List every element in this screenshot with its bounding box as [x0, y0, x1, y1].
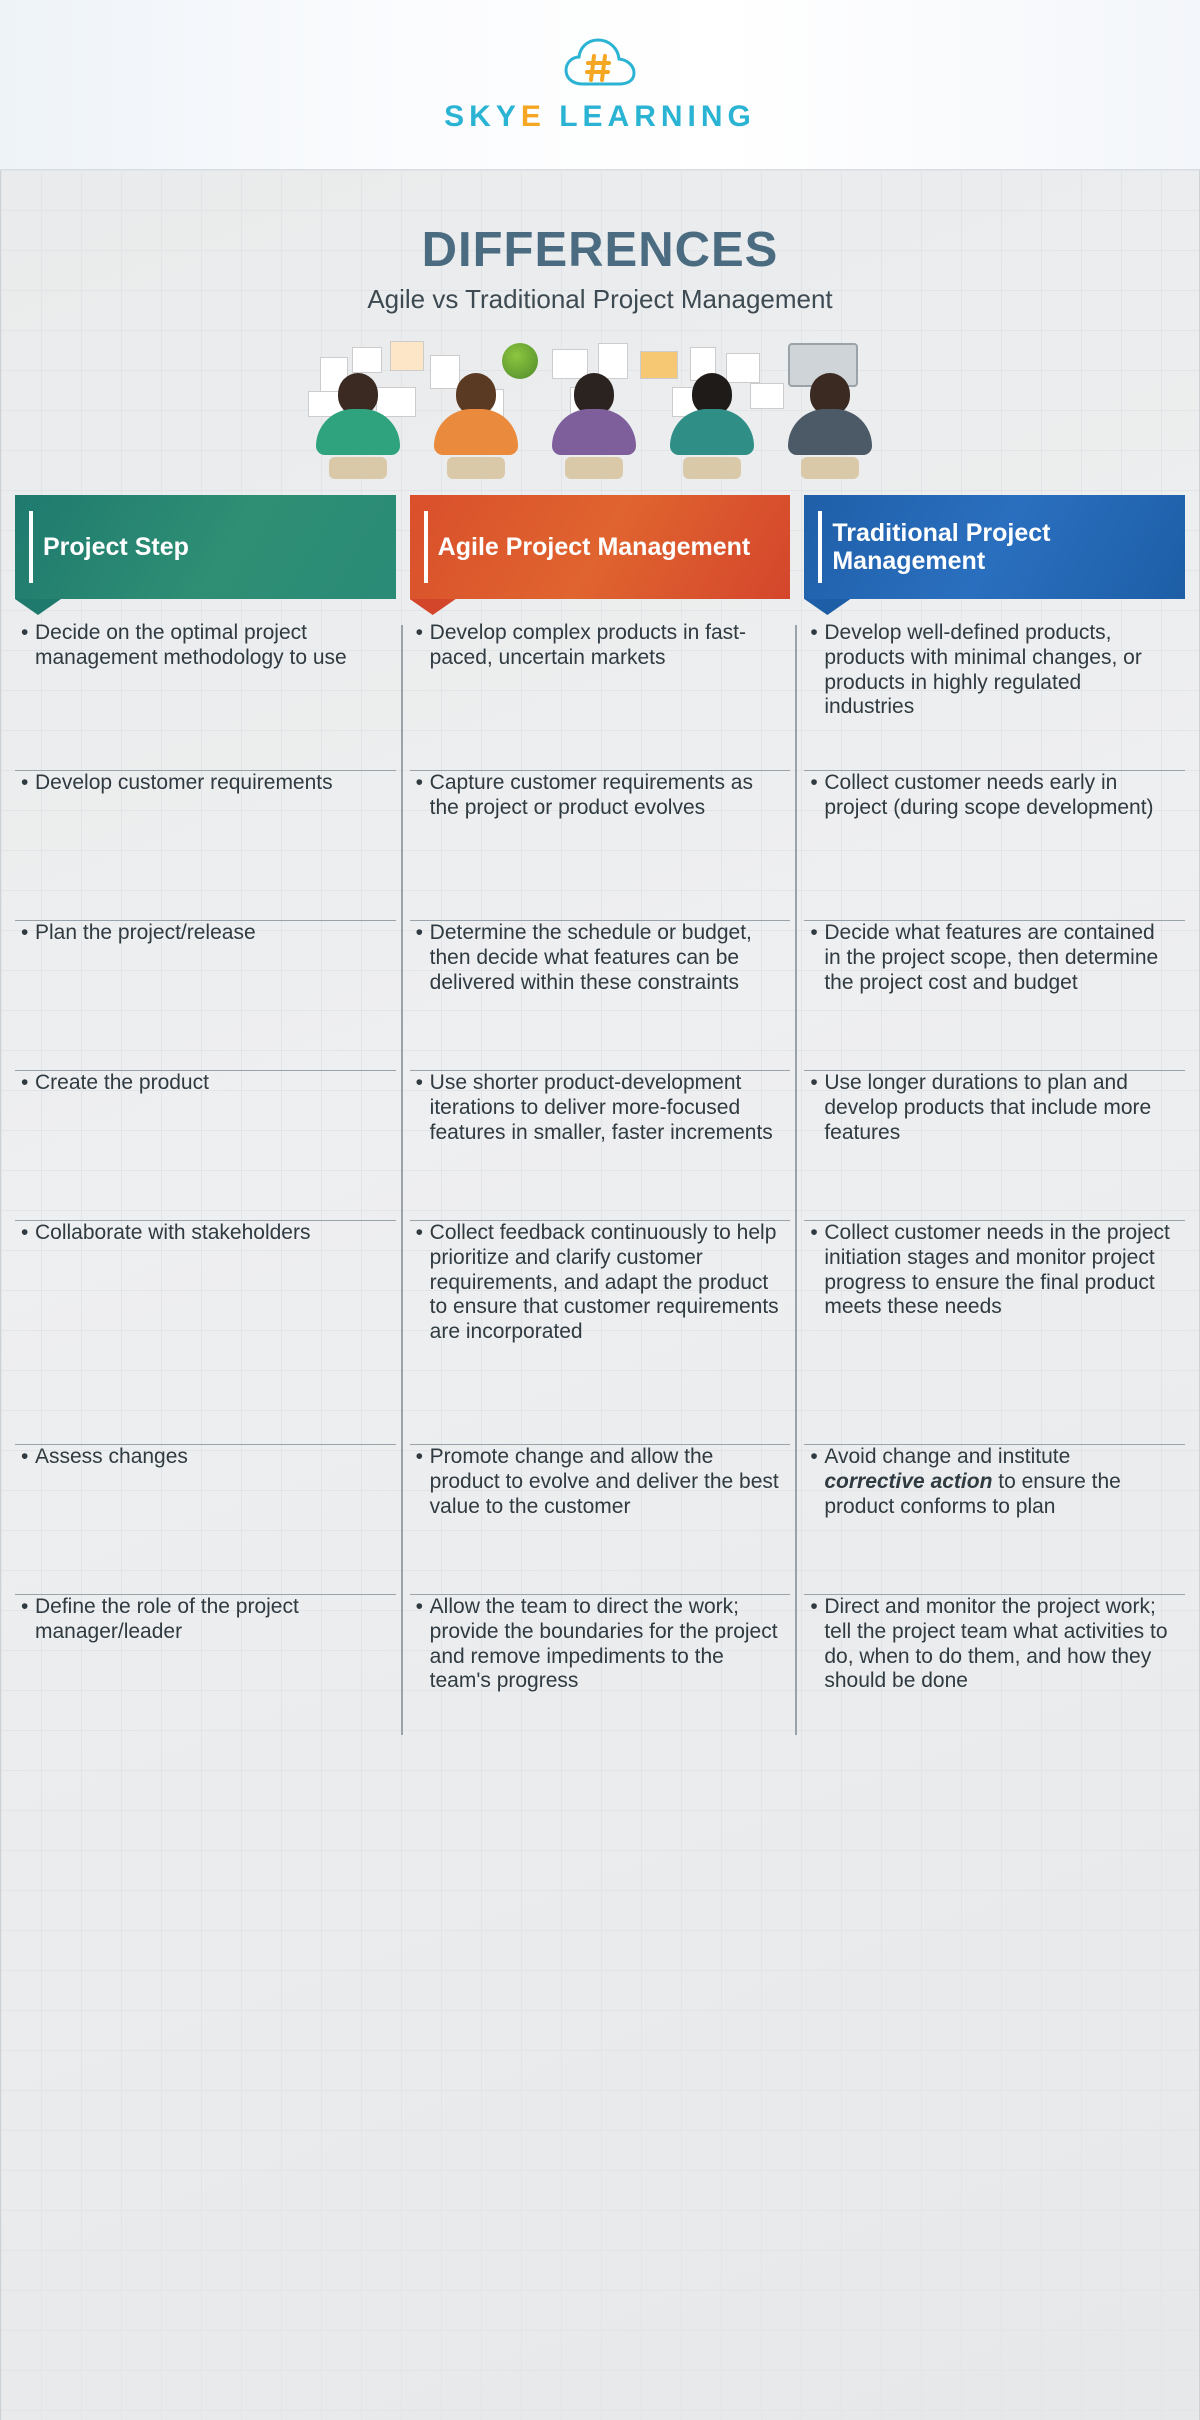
column-project-step [15, 495, 396, 1745]
table-row [15, 621, 396, 771]
cell-text: Allow the team to direct the work; provide the boundaries for the project and remove impediments to the team's progress [429, 1595, 778, 1693]
bullet-icon: • [415, 1445, 424, 1468]
bullet-icon: • [810, 771, 818, 794]
bullet-icon: • [21, 621, 29, 644]
table-row [804, 921, 1185, 1071]
comparison-table [11, 495, 1189, 1745]
cloud-hashtag-icon [561, 36, 639, 98]
table-row [410, 1221, 791, 1445]
column-header-agile [410, 495, 791, 599]
table-row [410, 1071, 791, 1221]
cell-text: Capture customer requirements as the project or product evolves [429, 771, 753, 819]
table-row [804, 1071, 1185, 1221]
cell-text-emphasis: corrective action [824, 1469, 993, 1493]
table-row [804, 1221, 1185, 1445]
brand-sky: SKY [444, 99, 521, 133]
cell-text-pre: Avoid change and institute [824, 1445, 1071, 1468]
cell-text: Develop well-defined products, products with minimal changes, or products in highly regulated industries [824, 621, 1142, 719]
cell-text-corrective-action [824, 1445, 1175, 1529]
bullet-icon: • [415, 771, 424, 794]
bullet-icon: • [810, 621, 818, 644]
cell-text: Plan the project/release [35, 921, 256, 944]
cell-text: Decide on the optimal project management methodology to use [35, 621, 347, 669]
column-rows-agile [410, 621, 791, 1745]
table-row [410, 1595, 791, 1745]
page-title: DIFFERENCES [421, 223, 779, 277]
table-row [15, 771, 396, 921]
bullet-icon: • [810, 1595, 818, 1618]
cell-text: Collect customer needs in the project initiation stages and monitor project progress to ensure the final product meets these needs [824, 1221, 1170, 1319]
table-row [15, 1071, 396, 1221]
table-row [804, 1595, 1185, 1745]
table-row [804, 621, 1185, 771]
bullet-icon: • [415, 1071, 424, 1094]
bullet-icon: • [810, 1445, 818, 1468]
column-agile-project-management [410, 495, 791, 1745]
table-row [804, 1445, 1185, 1595]
column-header-traditional [804, 495, 1185, 599]
column-header-label: Traditional Project Management [832, 519, 1051, 575]
cell-text: Promote change and allow the product to evolve and deliver the best value to the customer [429, 1445, 779, 1518]
cell-text: Create the product [35, 1071, 209, 1094]
table-row [15, 1445, 396, 1595]
bullet-icon: • [415, 621, 424, 644]
bullet-icon: • [415, 1595, 424, 1618]
bullet-icon: • [21, 1445, 29, 1468]
column-traditional-project-management [804, 495, 1185, 1745]
table-row [15, 1221, 396, 1445]
column-header-project-step [15, 495, 396, 599]
page-subtitle: Agile vs Traditional Project Management [367, 284, 833, 314]
cell-text: Collect customer needs early in project (during scope development) [824, 771, 1154, 819]
brand-e: E [520, 99, 546, 133]
bullet-icon: • [415, 921, 424, 944]
column-header-label: Agile Project Management [437, 533, 751, 561]
table-row [410, 621, 791, 771]
cell-text: Develop complex products in fast-paced, uncertain markets [429, 621, 746, 669]
cell-text: Develop customer requirements [35, 771, 333, 794]
team-meeting-illustration [280, 329, 920, 479]
bullet-icon: • [810, 1221, 818, 1244]
cell-text: Use longer durations to plan and develop products that include more features [824, 1071, 1152, 1144]
bullet-icon: • [810, 921, 818, 944]
cell-text: Use shorter product-development iterations to deliver more-focused features in smaller, faster increments [429, 1071, 773, 1144]
column-rows-traditional [804, 621, 1185, 1745]
table-row [15, 1595, 396, 1745]
cell-text: Collect feedback continuously to help prioritize and clarify customer requirements, and adapt the product to ensure that customer requirements are incorporated [429, 1221, 779, 1344]
table-row [410, 771, 791, 921]
bullet-icon: • [21, 771, 29, 794]
table-row [15, 921, 396, 1071]
bullet-icon: • [810, 1071, 818, 1094]
cell-text: Determine the schedule or budget, then decide what features can be delivered within these constraints [429, 921, 752, 994]
column-header-label: Project Step [43, 533, 189, 561]
table-row [804, 771, 1185, 921]
cell-text: Collaborate with stakeholders [35, 1221, 311, 1244]
brand-learning: LEARNING [559, 99, 756, 133]
bullet-icon: • [21, 921, 29, 944]
cell-text-post: to ensure the product conforms to plan [824, 1469, 1121, 1518]
infographic-body [0, 170, 1200, 2420]
brand-wordmark [444, 100, 756, 134]
table-row [410, 921, 791, 1071]
table-row [410, 1445, 791, 1595]
bullet-icon: • [21, 1071, 29, 1094]
bullet-icon: • [21, 1595, 29, 1618]
cell-text: Direct and monitor the project work; tell the project team what activities to do, when to do them, and how they should be done [824, 1595, 1168, 1693]
cell-text: Decide what features are contained in the project scope, then determine the project cost and budget [824, 921, 1159, 994]
column-rows-project-step [15, 621, 396, 1745]
bullet-icon: • [415, 1221, 424, 1244]
brand-header [0, 0, 1200, 170]
cell-text: Define the role of the project manager/leader [35, 1595, 299, 1643]
cell-text: Assess changes [35, 1445, 188, 1468]
bullet-icon: • [21, 1221, 29, 1244]
